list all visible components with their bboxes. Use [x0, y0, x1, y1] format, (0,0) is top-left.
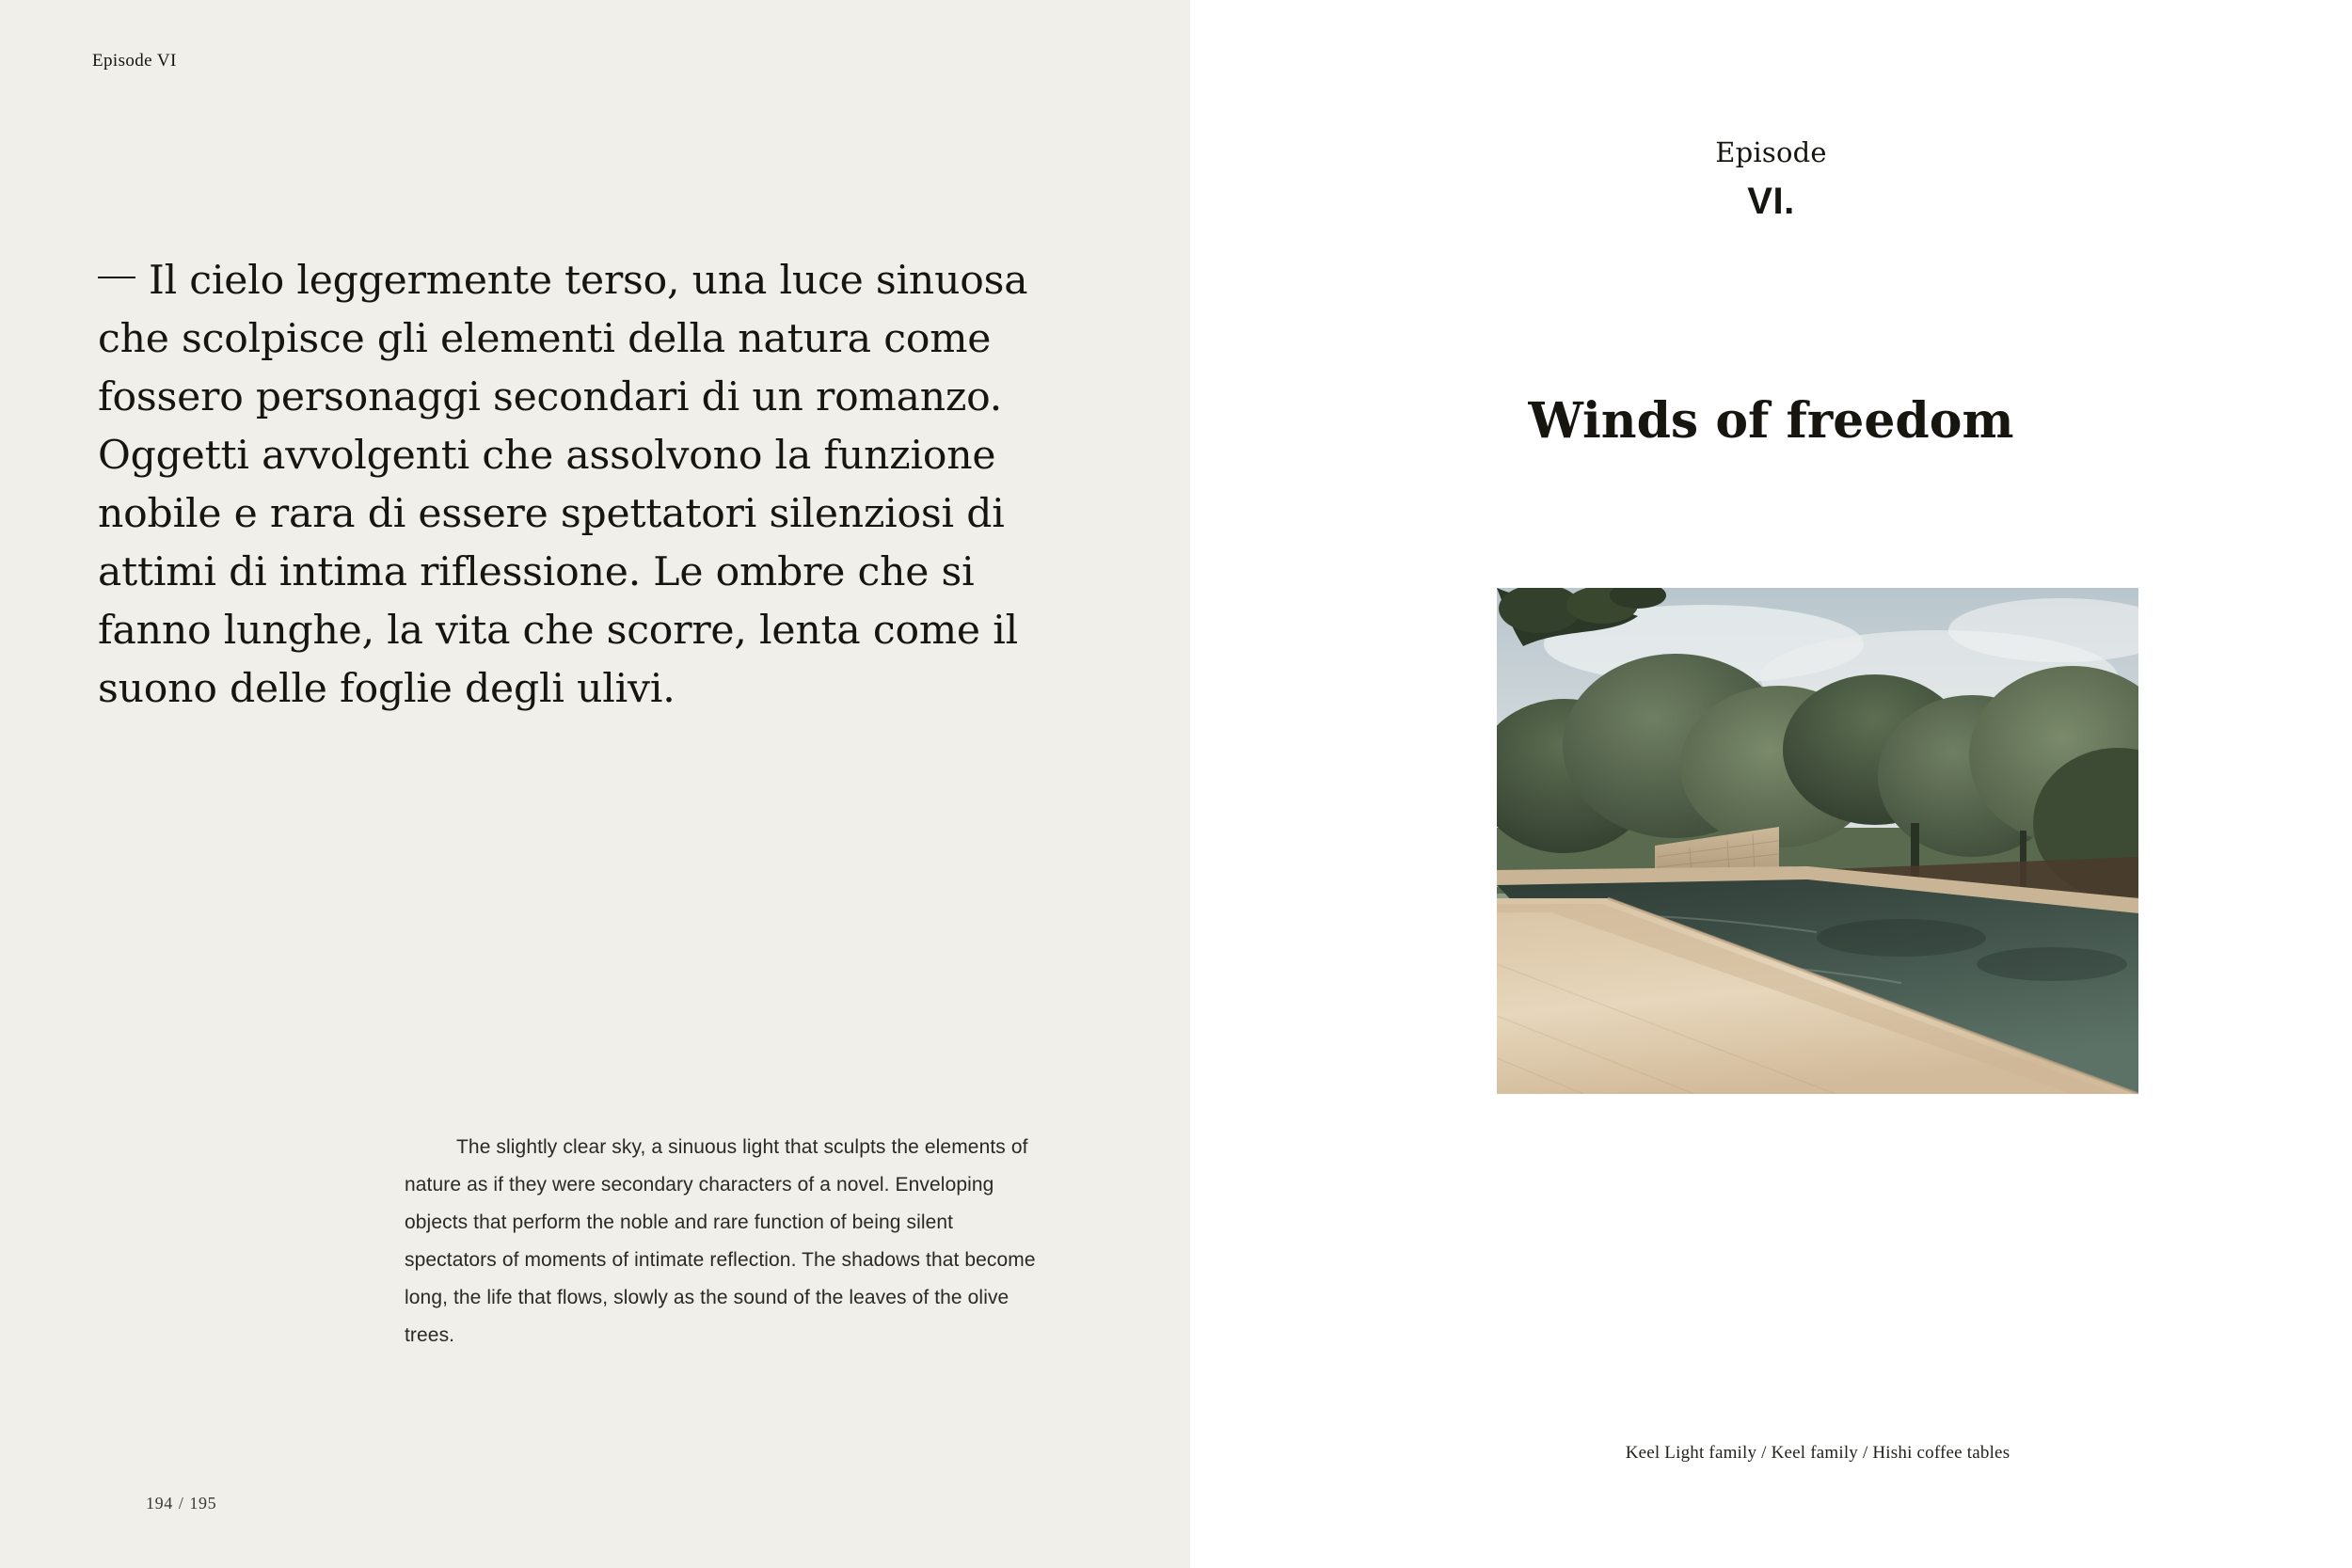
folio-page-left: 194 [146, 1494, 173, 1513]
page-title: Winds of freedom [1528, 391, 2014, 450]
folio [146, 1494, 216, 1513]
photo [1497, 588, 2138, 1094]
folio-page-right: 195 [189, 1494, 217, 1513]
lead-text-block [98, 252, 1076, 719]
episode-number: VI. [1747, 181, 1795, 222]
pool-landscape-illustration [1497, 588, 2138, 1094]
episode-kicker: Episode [1715, 136, 1827, 168]
translation-paragraph: The slightly clear sky, a sinuous light that sculpts the elements of nature as if they were secondary characters of a novel. Enveloping objects that perform the noble and rare function of being silent spectators of moments of intimate reflection. The shadows that become long, the life that flows, slowly as the sound of the leaves of the olive trees. [405, 1136, 1036, 1346]
lead-paragraph [98, 252, 1076, 719]
folio-separator: / [178, 1494, 184, 1513]
right-page [1190, 0, 2352, 1568]
running-head: Episode VI [92, 51, 177, 71]
lead-paragraph-text: Il cielo leggermente terso, una luce sinuosa che scolpisce gli elementi della natura come fossero personaggi secondari di un romanzo. Oggetti avvolgenti che assolvono la funzione nobile e rara di essere spettatori silenziosi di attimi di intima riflessione. Le ombre che si fanno lunghe, la vita che scorre, lenta come il suono delle foglie degli ulivi. [98, 258, 1028, 712]
translation-text-block [405, 1129, 1044, 1354]
em-dash-rule [98, 277, 135, 278]
photo-caption: Keel Light family / Keel family / Hishi coffee tables [1625, 1443, 2010, 1463]
